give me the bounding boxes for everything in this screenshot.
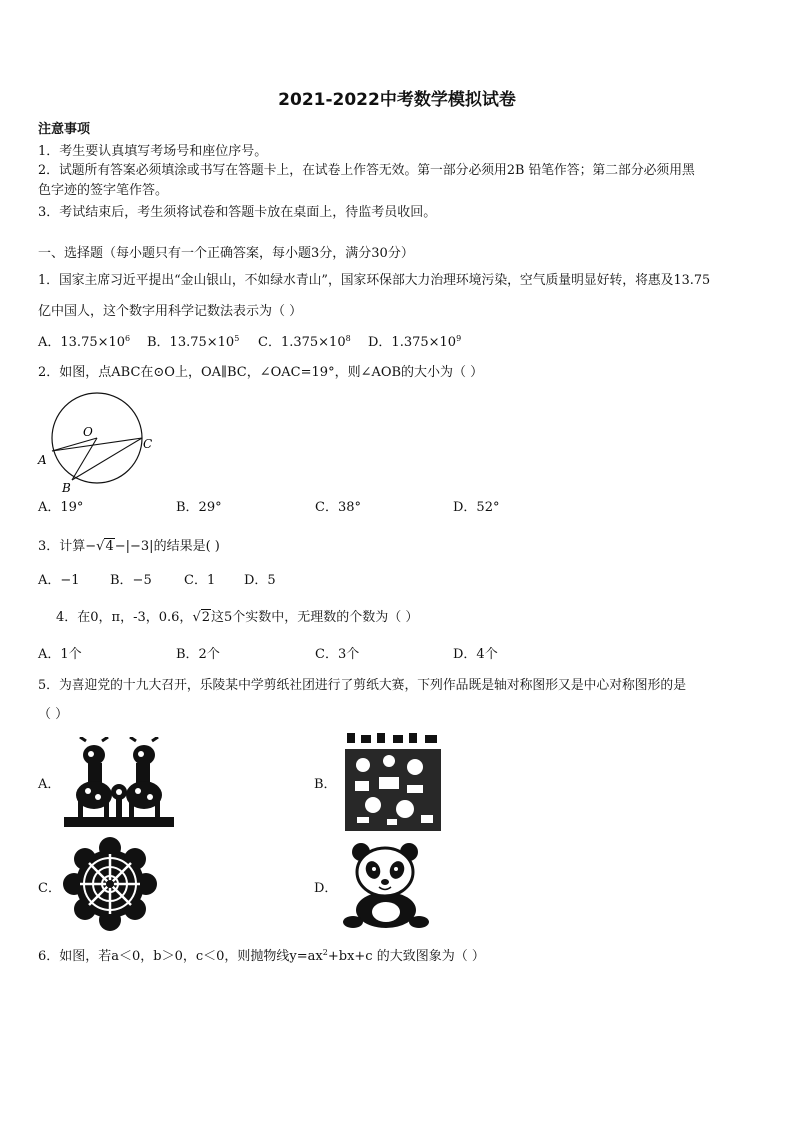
segment-bc [72, 438, 142, 480]
option-c: C．$1.375\times 10^8$ [258, 334, 351, 350]
option-a: A．19° [38, 500, 84, 515]
sqrt-2: √2 [192, 610, 211, 625]
option-b: B．−5 [110, 573, 152, 588]
option-c: C． [38, 881, 61, 896]
papercut-flower-image [62, 836, 158, 932]
option-d: D．$1.375\times 10^9$ [368, 334, 462, 350]
option-b: B．29° [176, 500, 222, 515]
option-d: D．4个 [453, 647, 498, 662]
label-b: B [62, 481, 71, 494]
question-5-text: 5．为喜迎党的十九大召开，乐陵某中学剪纸社团进行了剪纸大赛，下列作品既是轴对称图形又是中心对称图形的是 [38, 678, 686, 693]
option-a: A．1个 [38, 647, 82, 662]
question-2-text: 2．如图，点ABC在⊙O上，OA∥BC，∠OAC=19°，则∠AOB的大小为（ ） [38, 365, 484, 380]
sqrt-4: √4 [96, 539, 114, 554]
question-5-text: （ ） [38, 707, 69, 722]
section-heading: 一、选择题（每小题只有一个正确答案，每小题3分，满分30分） [38, 246, 414, 261]
option-c: C．1 [184, 573, 216, 588]
question-6-text: 6．如图，若a＜0，b＞0，c＜0，则抛物线$y=ax^2+bx+c$ 的大致图象为（ ） [38, 948, 485, 964]
option-d: D．5 [244, 573, 276, 588]
page-title: 2021-2022中考数学模拟试卷 [278, 90, 516, 110]
papercut-deer-image [64, 737, 174, 829]
segment-ac [52, 438, 142, 451]
label-a: A [38, 453, 47, 467]
papercut-festival-image [343, 731, 443, 835]
papercut-panda-image [343, 842, 429, 930]
label-o: O [83, 425, 93, 439]
label-c: C [143, 437, 153, 451]
option-a: A． [38, 777, 61, 792]
notice-item: 1．考生要认真填写考场号和座位序号。 [38, 144, 268, 159]
option-d: D． [314, 881, 338, 896]
notice-item: 2．试题所有答案必须填涂或书写在答题卡上，在试卷上作答无效。第一部分必须用2B 铅笔作答；第二部分必须用黑 [38, 163, 695, 178]
option-b: B．$13.75\times 10^5$ [147, 334, 240, 350]
option-d: D．52° [453, 500, 500, 515]
notice-item: 色字迹的签字笔作答。 [38, 183, 169, 198]
option-a: A．−1 [38, 573, 80, 588]
notice-heading: 注意事项 [38, 122, 91, 137]
option-c: C．38° [315, 500, 361, 515]
question-4-text: 4．在0，π，-3，0.6，√2这5个实数中，无理数的个数为（ ） [56, 610, 419, 625]
option-b: B．2个 [176, 647, 220, 662]
question-1-text: 亿中国人，这个数字用科学记数法表示为（ ） [38, 304, 303, 319]
option-b: B． [314, 777, 337, 792]
option-c: C．3个 [315, 647, 360, 662]
circle-diagram [34, 388, 158, 494]
option-a: A．$13.75\times 10^6$ [38, 334, 131, 350]
question-3-text: 3．计算−√4−|−3|的结果是( ) [38, 539, 220, 554]
notice-item: 3．考试结束后，考生须将试卷和答题卡放在桌面上，待监考员收回。 [38, 205, 437, 220]
question-1-text: 1．国家主席习近平提出“金山银山，不如绿水青山”，国家环保部大力治理环境污染，空气质量明显好转，将惠及13.75 [38, 273, 711, 288]
